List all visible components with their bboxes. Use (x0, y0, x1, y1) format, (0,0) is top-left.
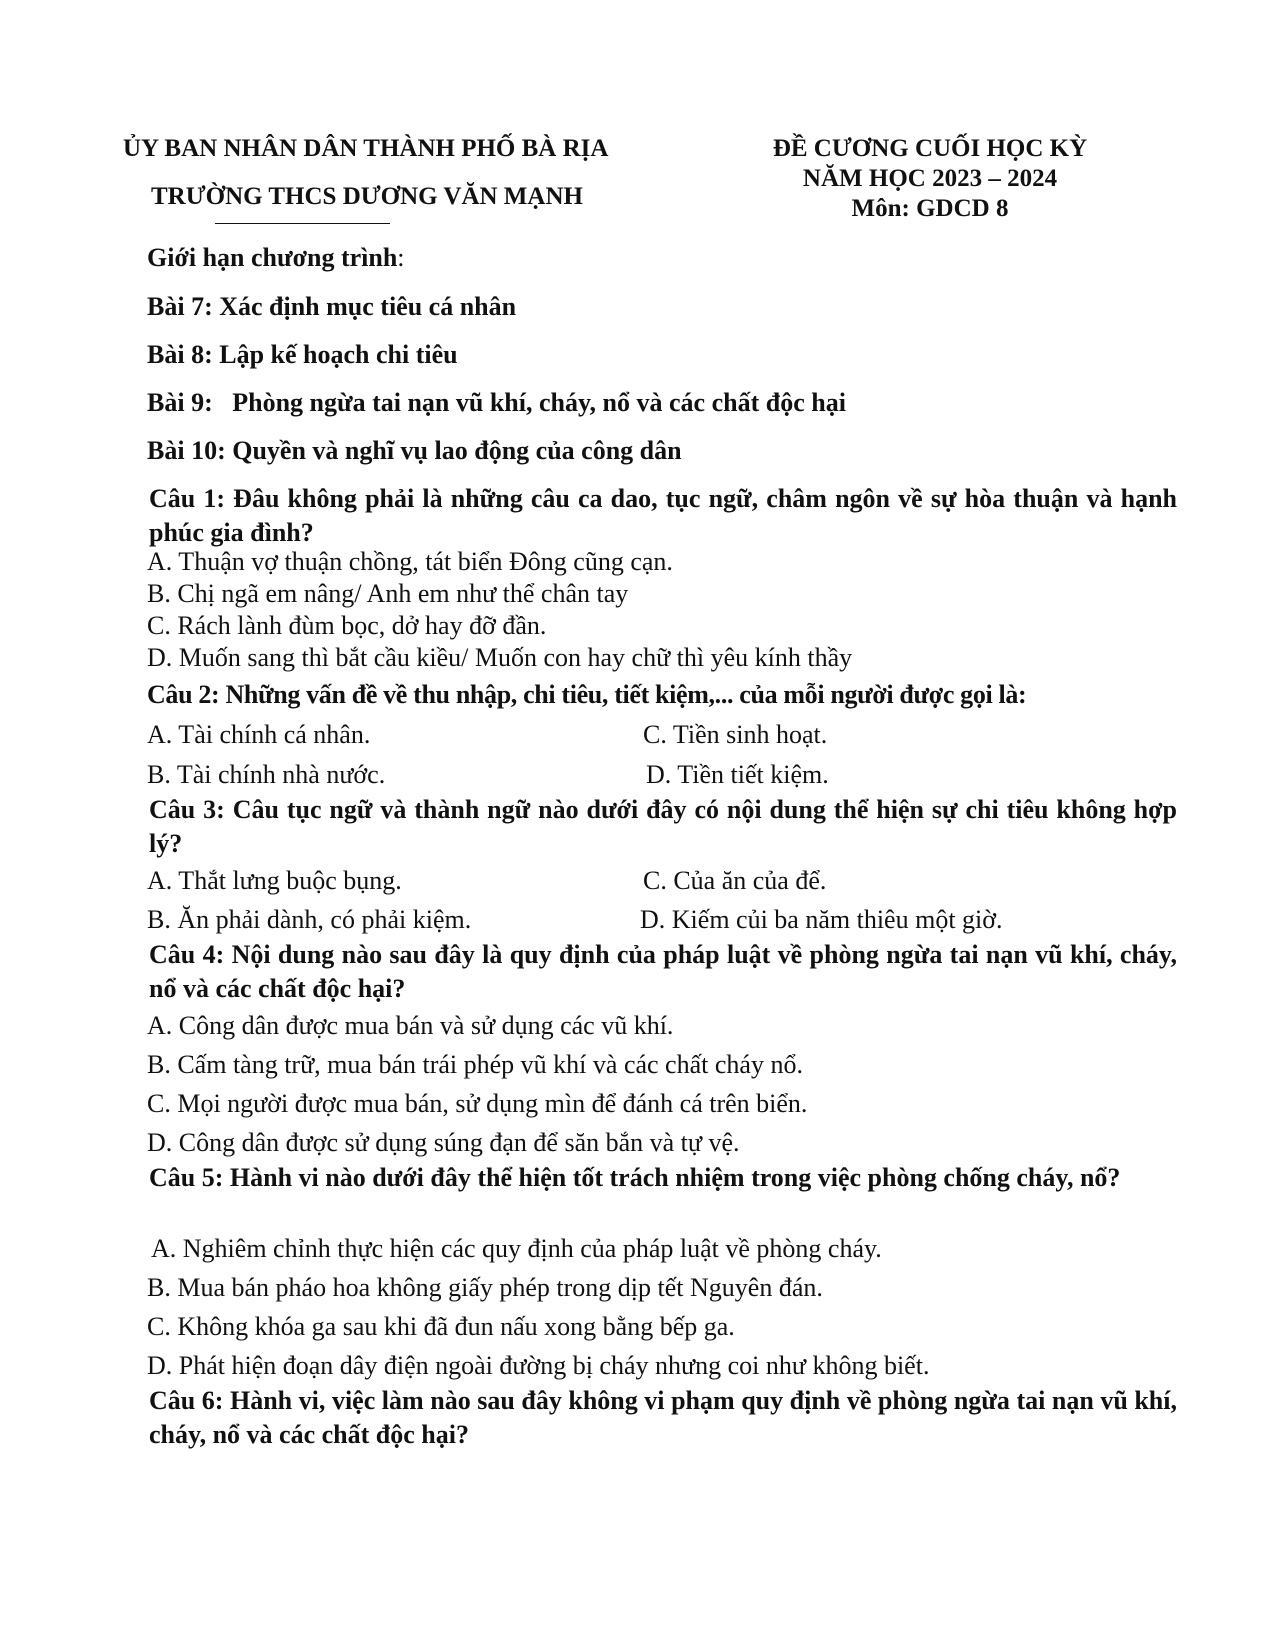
question-5-option-b: B. Mua bán pháo hoa không giấy phép trong dịp tết Nguyên đán. (147, 1273, 823, 1302)
lesson-10: Bài 10: Quyền và nghĩ vụ lao động của công dân (147, 436, 682, 465)
school-year: NĂM HỌC 2023 – 2024 (802, 165, 1058, 192)
document-title: ĐỀ CƯƠNG CUỐI HỌC KỲ (772, 135, 1088, 162)
lesson-8: Bài 8: Lập kế hoạch chi tiêu (147, 340, 458, 369)
question-5-option-d: D. Phát hiện đoạn dây điện ngoài đường bị cháy nhưng coi như không biết. (147, 1351, 930, 1380)
header-underline (215, 223, 390, 224)
question-1-option-a: A. Thuận vợ thuận chồng, tát biển Đông cũng cạn. (147, 547, 673, 576)
question-2-option-c: C. Tiền sinh hoạt. (643, 720, 828, 749)
question-3-option-a: A. Thắt lưng buộc bụng. (147, 866, 402, 895)
scope-label-colon: : (397, 243, 405, 272)
question-1-option-d: D. Muốn sang thì bắt cầu kiều/ Muốn con hay chữ thì yêu kính thầy (147, 643, 853, 672)
scope-heading (147, 243, 405, 273)
question-5: Câu 5: Hành vi nào dưới đây thể hiện tốt trách nhiệm trong việc phòng chống cháy, nổ? (149, 1163, 1121, 1192)
question-1: Câu 1: Đâu không phải là những câu ca dao, tục ngữ, châm ngôn về sự hòa thuận và hạnh phúc gia đình? (149, 484, 1177, 547)
question-4: Câu 4: Nội dung nào sau đây là quy định của pháp luật về phòng ngừa tai nạn vũ khí, cháy, nổ và các chất độc hại? (149, 940, 1177, 1003)
question-5-option-a: A. Nghiêm chỉnh thực hiện các quy định của pháp luật về phòng cháy. (151, 1234, 882, 1263)
question-2: Câu 2: Những vấn đề về thu nhập, chi tiêu, tiết kiệm,... của mỗi người được gọi là: (147, 680, 1027, 709)
lesson-9: Bài 9: Phòng ngừa tai nạn vũ khí, cháy, nổ và các chất độc hại (147, 388, 846, 417)
question-3-option-b: B. Ăn phải dành, có phải kiệm. (147, 905, 472, 934)
question-2-option-b: B. Tài chính nhà nước. (147, 760, 386, 789)
question-3-option-d: D. Kiếm củi ba năm thiêu một giờ. (640, 905, 1003, 934)
lesson-7: Bài 7: Xác định mục tiêu cá nhân (147, 292, 517, 321)
question-2-option-d: D. Tiền tiết kiệm. (646, 760, 829, 789)
subject: Môn: GDCD 8 (851, 195, 1009, 222)
question-4-option-b: B. Cấm tàng trữ, mua bán trái phép vũ khí và các chất cháy nổ. (147, 1050, 803, 1079)
question-2-option-a: A. Tài chính cá nhân. (147, 720, 371, 749)
question-3: Câu 3: Câu tục ngữ và thành ngữ nào dưới đây có nội dung thể hiện sự chi tiêu không hợp lý? (149, 795, 1177, 858)
question-4-option-d: D. Công dân được sử dụng súng đạn để săn bắn và tự vệ. (147, 1128, 740, 1157)
school-name: TRƯỜNG THCS DƯƠNG VĂN MẠNH (151, 183, 583, 210)
question-3-option-c: C. Của ăn của để. (643, 866, 827, 895)
question-5-option-c: C. Không khóa ga sau khi đã đun nấu xong bằng bếp ga. (147, 1312, 735, 1341)
question-1-option-c: C. Rách lành đùm bọc, dở hay đỡ đần. (147, 611, 547, 640)
question-1-option-b: B. Chị ngã em nâng/ Anh em như thể chân tay (147, 579, 629, 608)
authority-name: ỦY BAN NHÂN DÂN THÀNH PHỐ BÀ RỊA (123, 135, 609, 162)
question-4-option-c: C. Mọi người được mua bán, sử dụng mìn để đánh cá trên biển. (147, 1089, 808, 1118)
question-6: Câu 6: Hành vi, việc làm nào sau đây không vi phạm quy định về phòng ngừa tai nạn vũ khí, cháy, nổ và các chất độc hại? (149, 1386, 1177, 1449)
scope-label: Giới hạn chương trình (147, 243, 398, 272)
question-4-option-a: A. Công dân được mua bán và sử dụng các vũ khí. (147, 1011, 674, 1040)
